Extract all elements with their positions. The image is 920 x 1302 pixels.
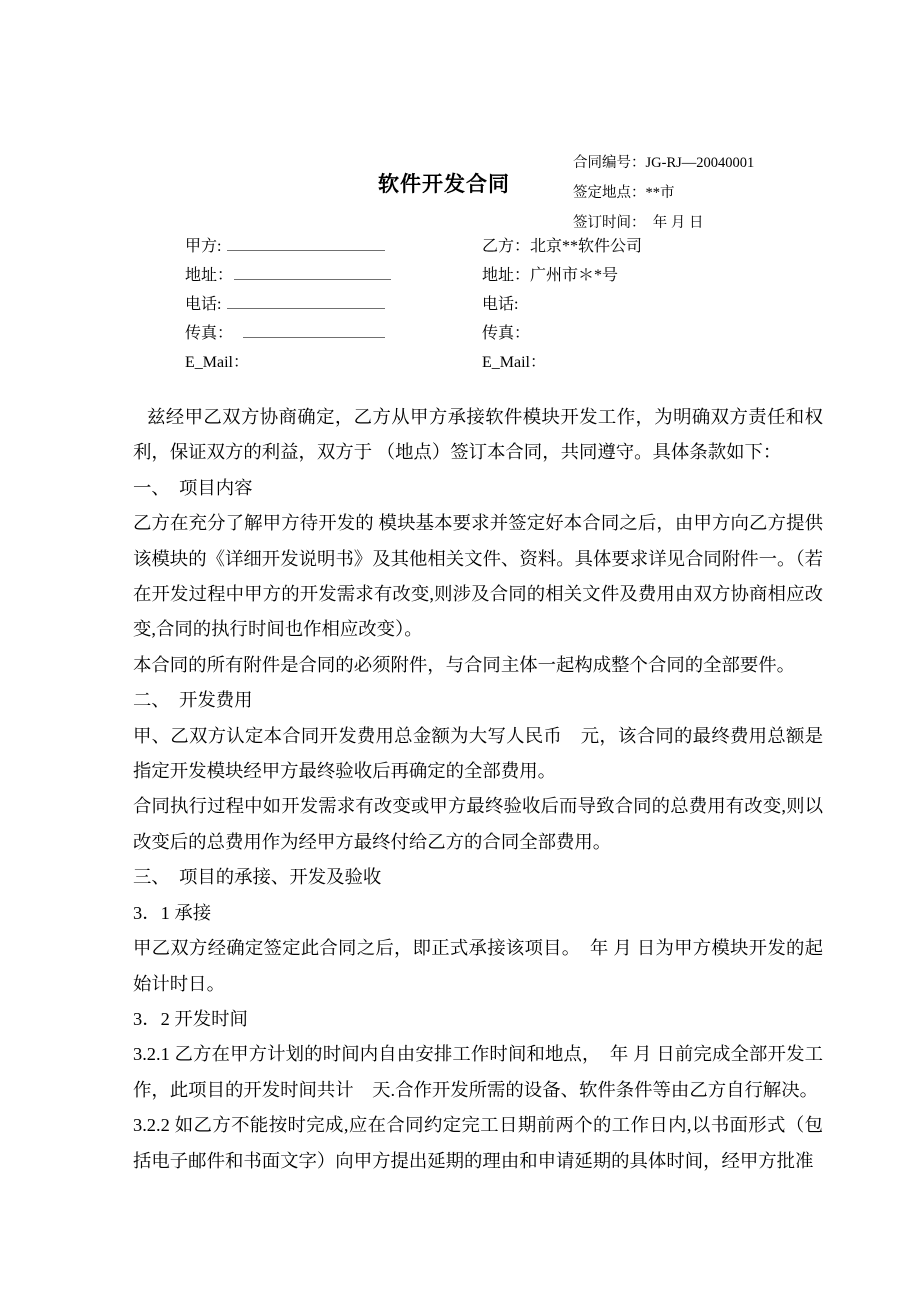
- field-value: 北京**软件公司: [530, 238, 643, 255]
- meta-line: 合同编号：JG-RJ—20040001: [573, 155, 755, 171]
- party-field-row: [482, 348, 642, 377]
- party-a-column: [185, 232, 391, 377]
- field-label: 传真：: [185, 325, 234, 342]
- field-label: 传真：: [482, 325, 531, 342]
- meta-line: 签订时间： 年 月 日: [573, 215, 704, 231]
- fill-in-blank: [234, 264, 391, 280]
- field-label: 电话:: [185, 296, 222, 313]
- field-label: E_Mail：: [185, 354, 249, 371]
- party-field-row: [185, 232, 391, 261]
- field-value: 广州市＊*号: [530, 267, 619, 284]
- party-field-row: [185, 261, 391, 290]
- contract-paragraph: 三、 项目的承接、开发及验收: [133, 867, 382, 888]
- contract-body: [133, 400, 823, 1179]
- contract-paragraph: 3．1 承接: [133, 902, 212, 923]
- party-field-row: [482, 232, 642, 261]
- field-label: 乙方：: [482, 238, 531, 255]
- party-b-column: [482, 232, 642, 377]
- fill-in-blank: [243, 322, 385, 338]
- contract-paragraph: 合同执行过程中如开发需求有改变或甲方最终验收后而导致合同的总费用有改变,则以改变后的总费用作为经甲方最终付给乙方的合同全部费用。: [133, 796, 823, 852]
- contract-paragraph: 3.2.1 乙方在甲方计划的时间内自由安排工作时间和地点， 年 月 日前完成全部开发工作，此项目的开发时间共计 天.合作开发所需的设备、软件条件等由乙方自行解决。: [133, 1044, 823, 1100]
- contract-paragraph: 兹经甲乙双方协商确定，乙方从甲方承接软件模块开发工作，为明确双方责任和权利，保证双方的利益，双方于 （地点）签订本合同，共同遵守。具体条款如下：: [133, 407, 823, 463]
- contract-paragraph: 二、 开发费用: [133, 690, 253, 711]
- field-label: 地址：: [482, 267, 531, 284]
- party-field-row: [482, 290, 642, 319]
- meta-line: 签定地点：**市: [573, 185, 675, 201]
- document-title: 软件开发合同: [378, 173, 510, 196]
- field-label: E_Mail：: [482, 354, 546, 371]
- field-label: 电话:: [482, 296, 519, 313]
- fill-in-blank: [227, 235, 385, 251]
- contract-paragraph: 甲乙双方经确定签定此合同之后，即正式承接该项目。 年 月 日为甲方模块开发的起始计时日。: [133, 938, 823, 994]
- contract-paragraph: 本合同的所有附件是合同的必须附件，与合同主体一起构成整个合同的全部要件。: [133, 654, 796, 675]
- contract-paragraph: 甲、乙双方认定本合同开发费用总金额为大写人民币 元，该合同的最终费用总额是指定开发模块经甲方最终验收后再确定的全部费用。: [133, 725, 823, 782]
- field-label: 地址：: [185, 267, 234, 284]
- contract-meta: [573, 148, 754, 238]
- field-label: 甲方:: [185, 238, 222, 255]
- party-field-row: [482, 261, 642, 290]
- party-field-row: [185, 290, 391, 319]
- contract-paragraph: 乙方在充分了解甲方待开发的 模块基本要求并签定好本合同之后，由甲方向乙方提供该模块的《详细开发说明书》及其他相关文件、资料。具体要求详见合同附件一。（若在开发过程中甲方的开发需求有改变,则涉及合同的相关文件及费用由双方协商相应改变,合同的执行时间也作相应改变）。: [133, 513, 823, 640]
- contract-paragraph: 3．2 开发时间: [133, 1008, 248, 1029]
- contract-paragraph: 一、 项目内容: [133, 477, 253, 498]
- party-field-row: [185, 319, 391, 348]
- party-field-row: [482, 319, 642, 348]
- contract-paragraph: 3.2.2 如乙方不能按时完成,应在合同约定完工日期前两个的工作日内,以书面形式（包括电子邮件和书面文字）向甲方提出延期的理由和申请延期的具体时间，经甲方批准: [133, 1115, 823, 1171]
- fill-in-blank: [227, 293, 385, 309]
- party-field-row: [185, 348, 391, 377]
